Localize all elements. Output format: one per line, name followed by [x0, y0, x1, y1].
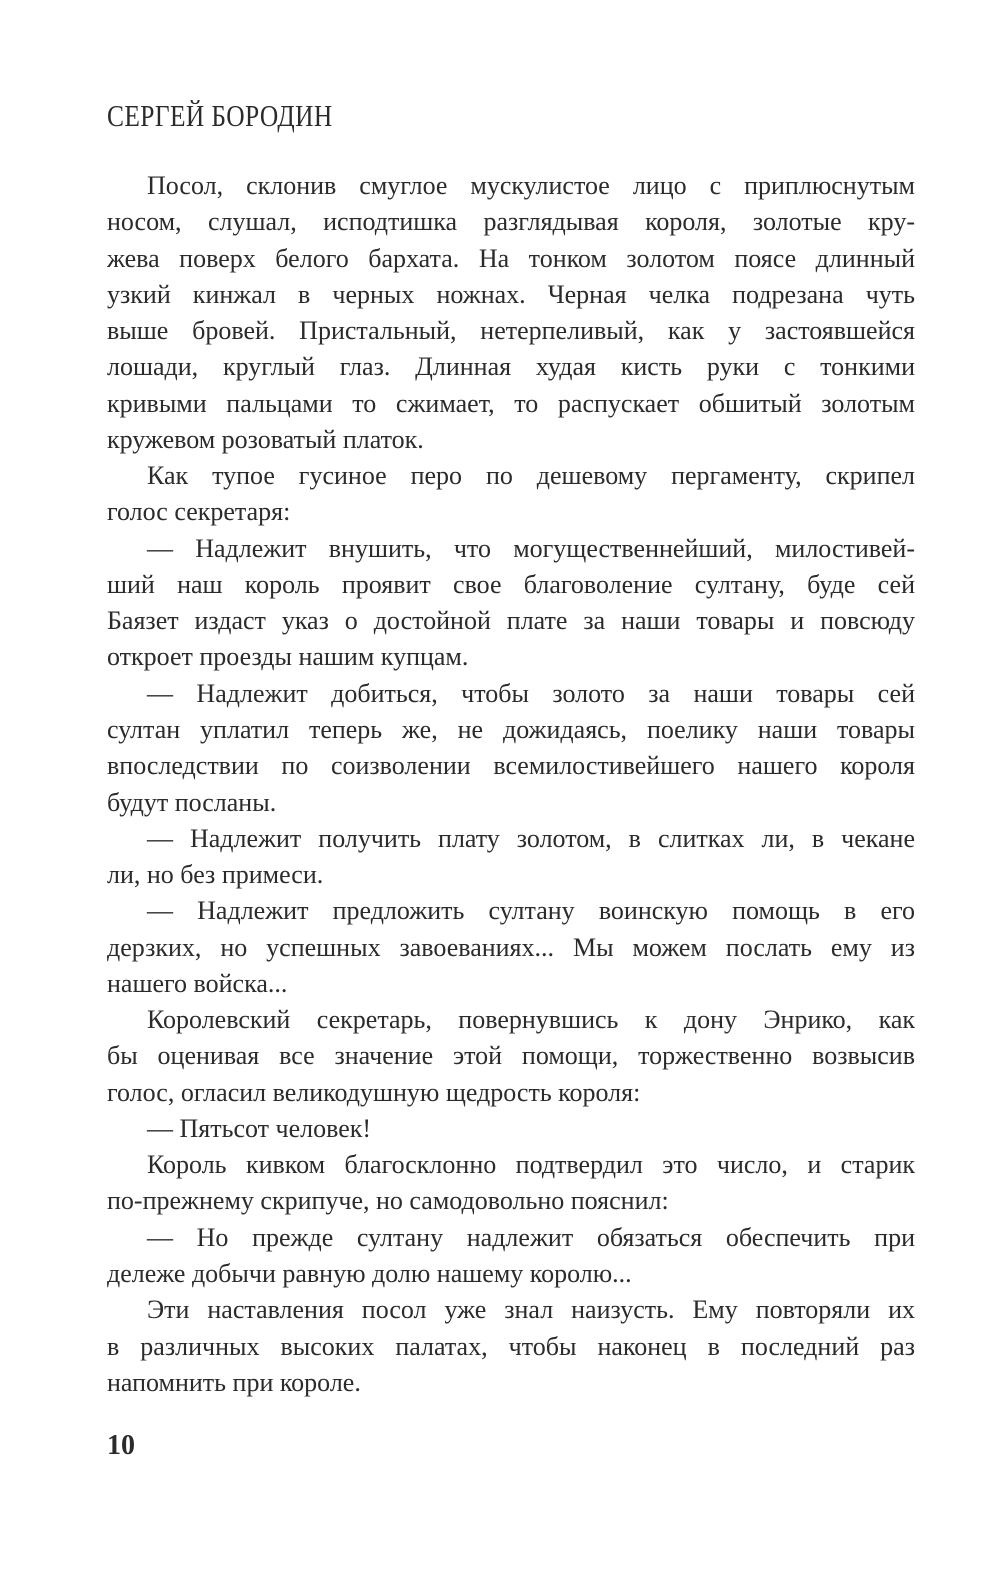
text-line: будут посланы. — [107, 787, 277, 817]
text-line: узкий кинжал в черных ножнах. Черная челка подрезана чуть — [107, 279, 915, 309]
text-line: кривыми пальцами то сжимает, то распускает обшитый золотым — [107, 388, 915, 418]
text-line: Как тупое гусиное перо по дешевому пергаменту, скрипел — [147, 461, 915, 491]
text-line: Королевский секретарь, повернувшись к дону Энрико, как — [147, 1005, 915, 1035]
text-line: голос секретаря: — [107, 497, 291, 527]
text-line: Баязет издаст указ о достойной плате за наши товары и повсюду — [107, 606, 915, 636]
text-line: Король кивком благосклонно подтвердил это число, и старик — [147, 1150, 915, 1180]
text-line: — Надлежит добиться, чтобы золото за наши товары сей — [147, 678, 915, 708]
text-line: — Надлежит получить плату золотом, в слитках ли, в чекане — [147, 823, 915, 853]
text-line: лошади, круглый глаз. Длинная худая кисть руки с тонкими — [107, 352, 915, 382]
text-line: откроет проезды нашим купцам. — [107, 642, 469, 672]
text-line: дерзких, но успешных завоеваниях... Мы можем послать ему из — [107, 932, 915, 962]
text-line: Посол, склонив смуглое мускулистое лицо с приплюснутым — [147, 171, 915, 200]
text-line: впоследствии по соизволении всемилостивейшего нашего короля — [107, 751, 915, 781]
page-body-text — [107, 168, 915, 1401]
text-line: султан уплатил теперь же, не дожидаясь, поелику наши товары — [107, 714, 915, 744]
text-line: — Надлежит внушить, что могущественнейший, милостивей- — [147, 533, 915, 563]
text-line: — Надлежит предложить султану воинскую помощь в его — [147, 896, 915, 926]
text-line: нашего войска... — [107, 968, 288, 998]
text-line: — Пятьсот человек! — [147, 1113, 372, 1143]
text-line: дележе добычи равную долю нашему королю... — [107, 1258, 632, 1288]
text-line: напомнить при короле. — [107, 1367, 361, 1397]
text-line: Эти наставления посол уже знал наизусть. Ему повторяли их — [147, 1295, 915, 1325]
page-number: 10 — [107, 1430, 135, 1461]
text-line: кружевом розоватый платок. — [107, 424, 424, 454]
text-line: выше бровей. Пристальный, нетерпеливый, как у застоявшейся — [107, 316, 915, 346]
text-line: в различных высоких палатах, чтобы наконец в последний раз — [107, 1331, 915, 1361]
text-line: ли, но без примеси. — [107, 860, 324, 890]
text-line: — Но прежде султану надлежит обязаться обеспечить при — [147, 1222, 915, 1252]
text-line: жева поверх белого бархата. На тонком золотом поясе длинный — [107, 243, 915, 273]
text-line: носом, слушал, исподтишка разглядывая короля, золотые кру- — [107, 207, 915, 237]
running-header-author: СЕРГЕЙ БОРОДИН — [107, 98, 333, 133]
text-line: по-прежнему скрипуче, но самодовольно пояснил: — [107, 1186, 669, 1216]
text-line: бы оценивая все значение этой помощи, торжественно возвысив — [107, 1041, 915, 1071]
text-line: голос, огласил великодушную щедрость короля: — [107, 1077, 641, 1107]
text-line: ший наш король проявит свое благоволение султану, буде сей — [107, 569, 915, 599]
